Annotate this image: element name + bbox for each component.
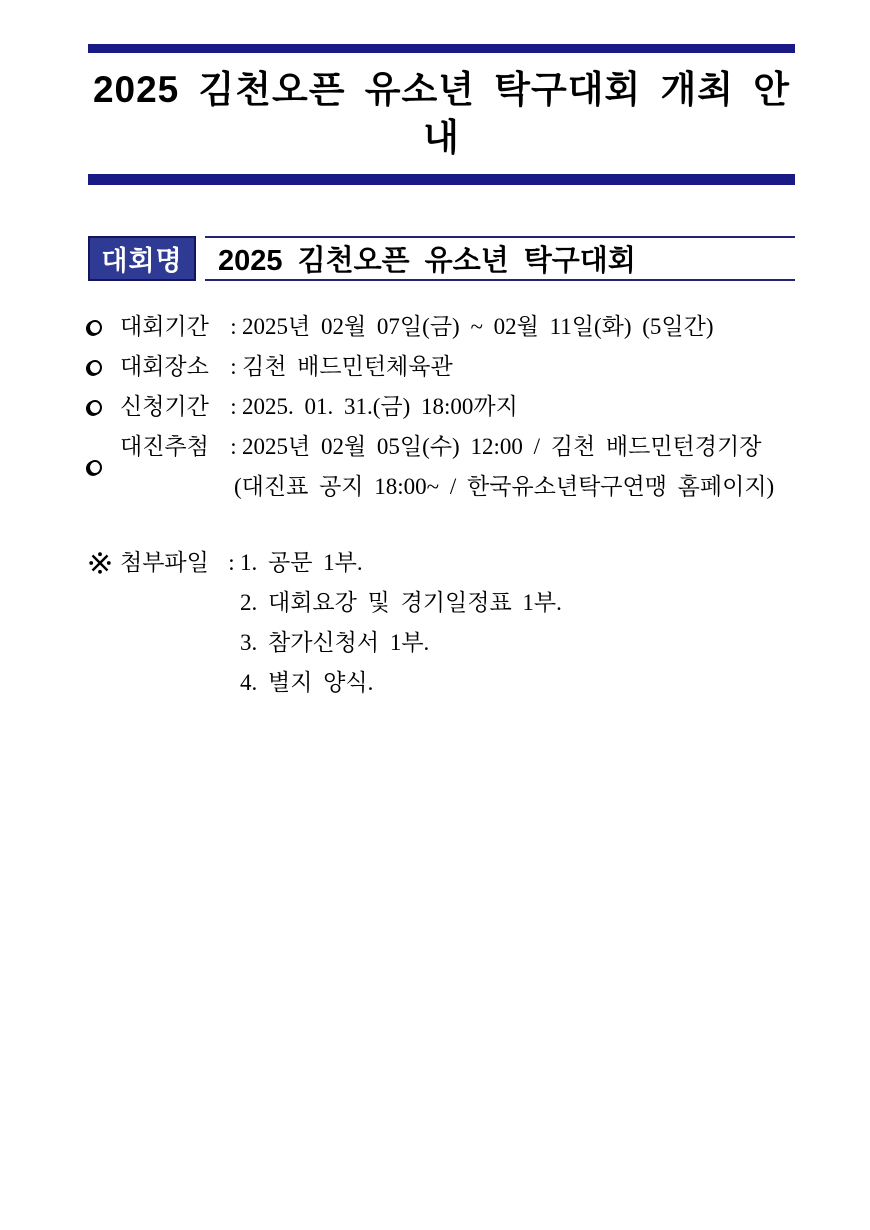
- title-bottom-bar: [88, 174, 795, 185]
- detail-item-venue: [88, 347, 795, 387]
- detail-label: 대진추첨: [120, 434, 209, 459]
- detail-item-registration: [88, 387, 795, 427]
- detail-label: 신청기간: [120, 394, 209, 419]
- document-content: [88, 44, 795, 703]
- event-name-value-box: [205, 236, 795, 281]
- circle-bullet-icon: [88, 347, 120, 387]
- detail-value: 2025. 01. 31.(금) 18:00까지: [242, 394, 518, 419]
- attachments-first-row: [88, 543, 795, 583]
- detail-value: 김천 배드민턴체육관: [242, 354, 453, 379]
- detail-colon: :: [230, 354, 237, 379]
- detail-value: 2025년 02월 07일(금) ~ 02월 11일(화) (5일간): [242, 314, 714, 339]
- detail-label: 대회장소: [120, 354, 209, 379]
- circle-bullet-icon: [88, 387, 120, 427]
- attachments-section: [88, 543, 795, 703]
- detail-colon: :: [230, 314, 237, 339]
- attachments-colon: :: [228, 550, 235, 575]
- detail-label: 대회기간: [120, 314, 209, 339]
- detail-item-period: [88, 307, 795, 347]
- detail-value-line2: (대진표 공지 18:00~ / 한국유소년탁구연맹 홈페이지): [234, 474, 775, 499]
- event-name-label: 대회명: [101, 246, 183, 276]
- attachments-label: 첨부파일: [120, 550, 209, 575]
- detail-colon: :: [230, 434, 237, 459]
- page-title: 2025 김천오픈 유소년 탁구대회 개최 안내: [92, 69, 791, 158]
- detail-value: [234, 427, 795, 507]
- circle-bullet-icon: [88, 427, 120, 507]
- detail-value-line1: 2025년 02월 05일(수) 12:00 / 김천 배드민턴경기장: [242, 434, 762, 459]
- attachment-item: 1. 공문 1부.: [240, 550, 363, 575]
- reference-mark-icon: [88, 543, 120, 583]
- attachment-item: 4. 별지 양식.: [240, 670, 374, 695]
- event-name-label-box: [88, 236, 196, 281]
- title-top-bar: [88, 44, 795, 53]
- detail-colon: :: [230, 394, 237, 419]
- attachment-item: 3. 참가신청서 1부.: [240, 630, 430, 655]
- event-name-value: 2025 김천오픈 유소년 탁구대회: [218, 245, 636, 277]
- detail-list: [88, 307, 795, 507]
- detail-item-draw: [88, 427, 795, 507]
- attachment-item: 2. 대회요강 및 경기일정표 1부.: [240, 590, 562, 615]
- circle-bullet-icon: [88, 307, 120, 347]
- event-name-row: [88, 236, 795, 281]
